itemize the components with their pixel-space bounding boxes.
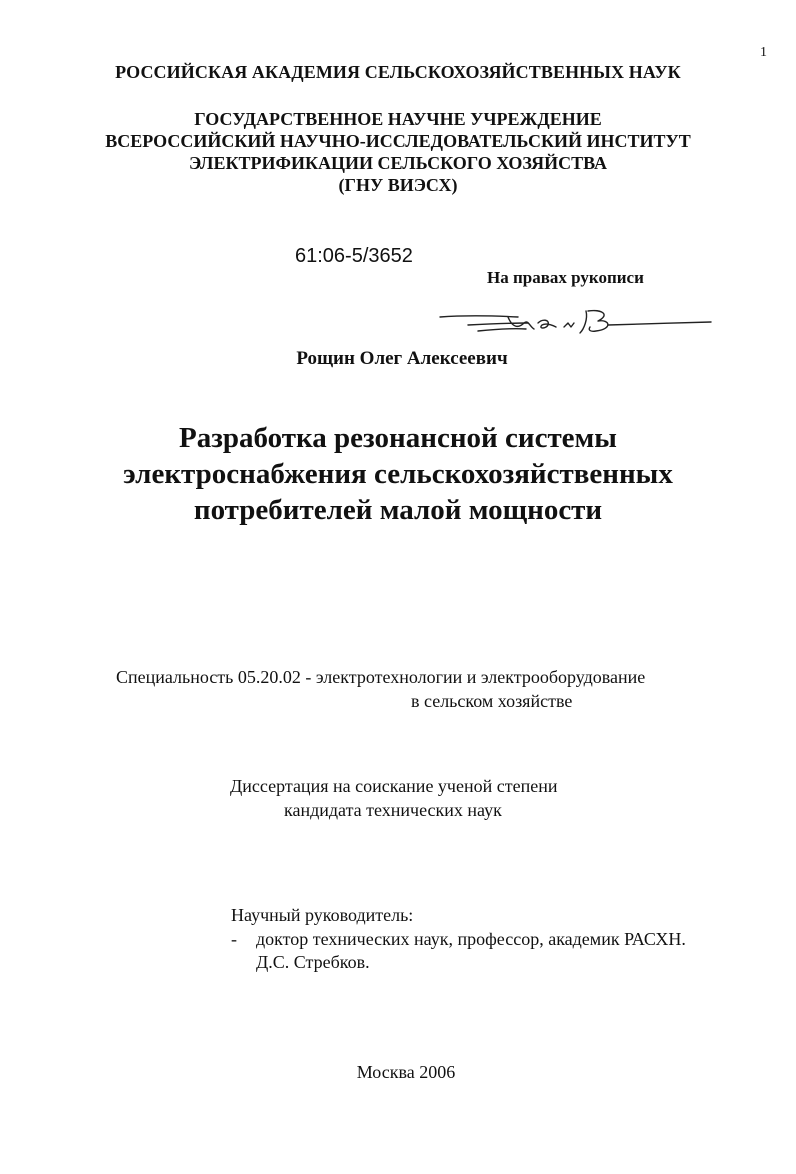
author-name: Рощин Олег Алексеевич — [296, 348, 508, 369]
institution-abbreviation: (ГНУ ВИЭСХ) — [338, 175, 458, 195]
title-line: потребителей малой мощности — [193, 494, 603, 526]
list-bullet: - — [231, 929, 237, 949]
degree-line: Диссертация на соискание ученой степени — [230, 776, 558, 796]
degree-line: кандидата технических наук — [284, 800, 502, 820]
institution-line: ВСЕРОССИЙСКИЙ НАУЧНО-ИССЛЕДОВАТЕЛЬСКИЙ ИНСТИТУТ — [105, 131, 691, 151]
specialty-line: в сельском хозяйстве — [411, 691, 573, 711]
institution-line: ЭЛЕКТРИФИКАЦИИ СЕЛЬСКОГО ХОЗЯЙСТВА — [188, 153, 608, 173]
institution-line: ГОСУДАРСТВЕННОЕ НАУЧНЕ УЧРЕЖДЕНИЕ — [194, 109, 602, 129]
institution-name — [0, 108, 796, 196]
supervisor-name: Д.С. Стребков. — [256, 952, 370, 972]
signature — [438, 305, 713, 341]
specialty-line: Специальность 05.20.02 - электротехнологии и электрооборудование — [116, 667, 646, 687]
rights-note: На правах рукописи — [487, 268, 644, 287]
supervisor-label: Научный руководитель: — [231, 905, 414, 925]
title-line: Разработка резонансной системы — [179, 422, 617, 454]
page-number: 1 — [760, 45, 767, 60]
title-line: электроснабжения сельскохозяйственных — [123, 458, 673, 490]
dissertation-title — [0, 420, 796, 528]
supervisor-credentials: доктор технических наук, профессор, академик РАСХН. — [256, 929, 686, 949]
academy-name: РОССИЙСКАЯ АКАДЕМИЯ СЕЛЬСКОХОЗЯЙСТВЕННЫХ НАУК — [115, 62, 681, 82]
city-year: Москва 2006 — [356, 1062, 456, 1082]
archive-code: 61:06-5/3652 — [295, 245, 413, 267]
